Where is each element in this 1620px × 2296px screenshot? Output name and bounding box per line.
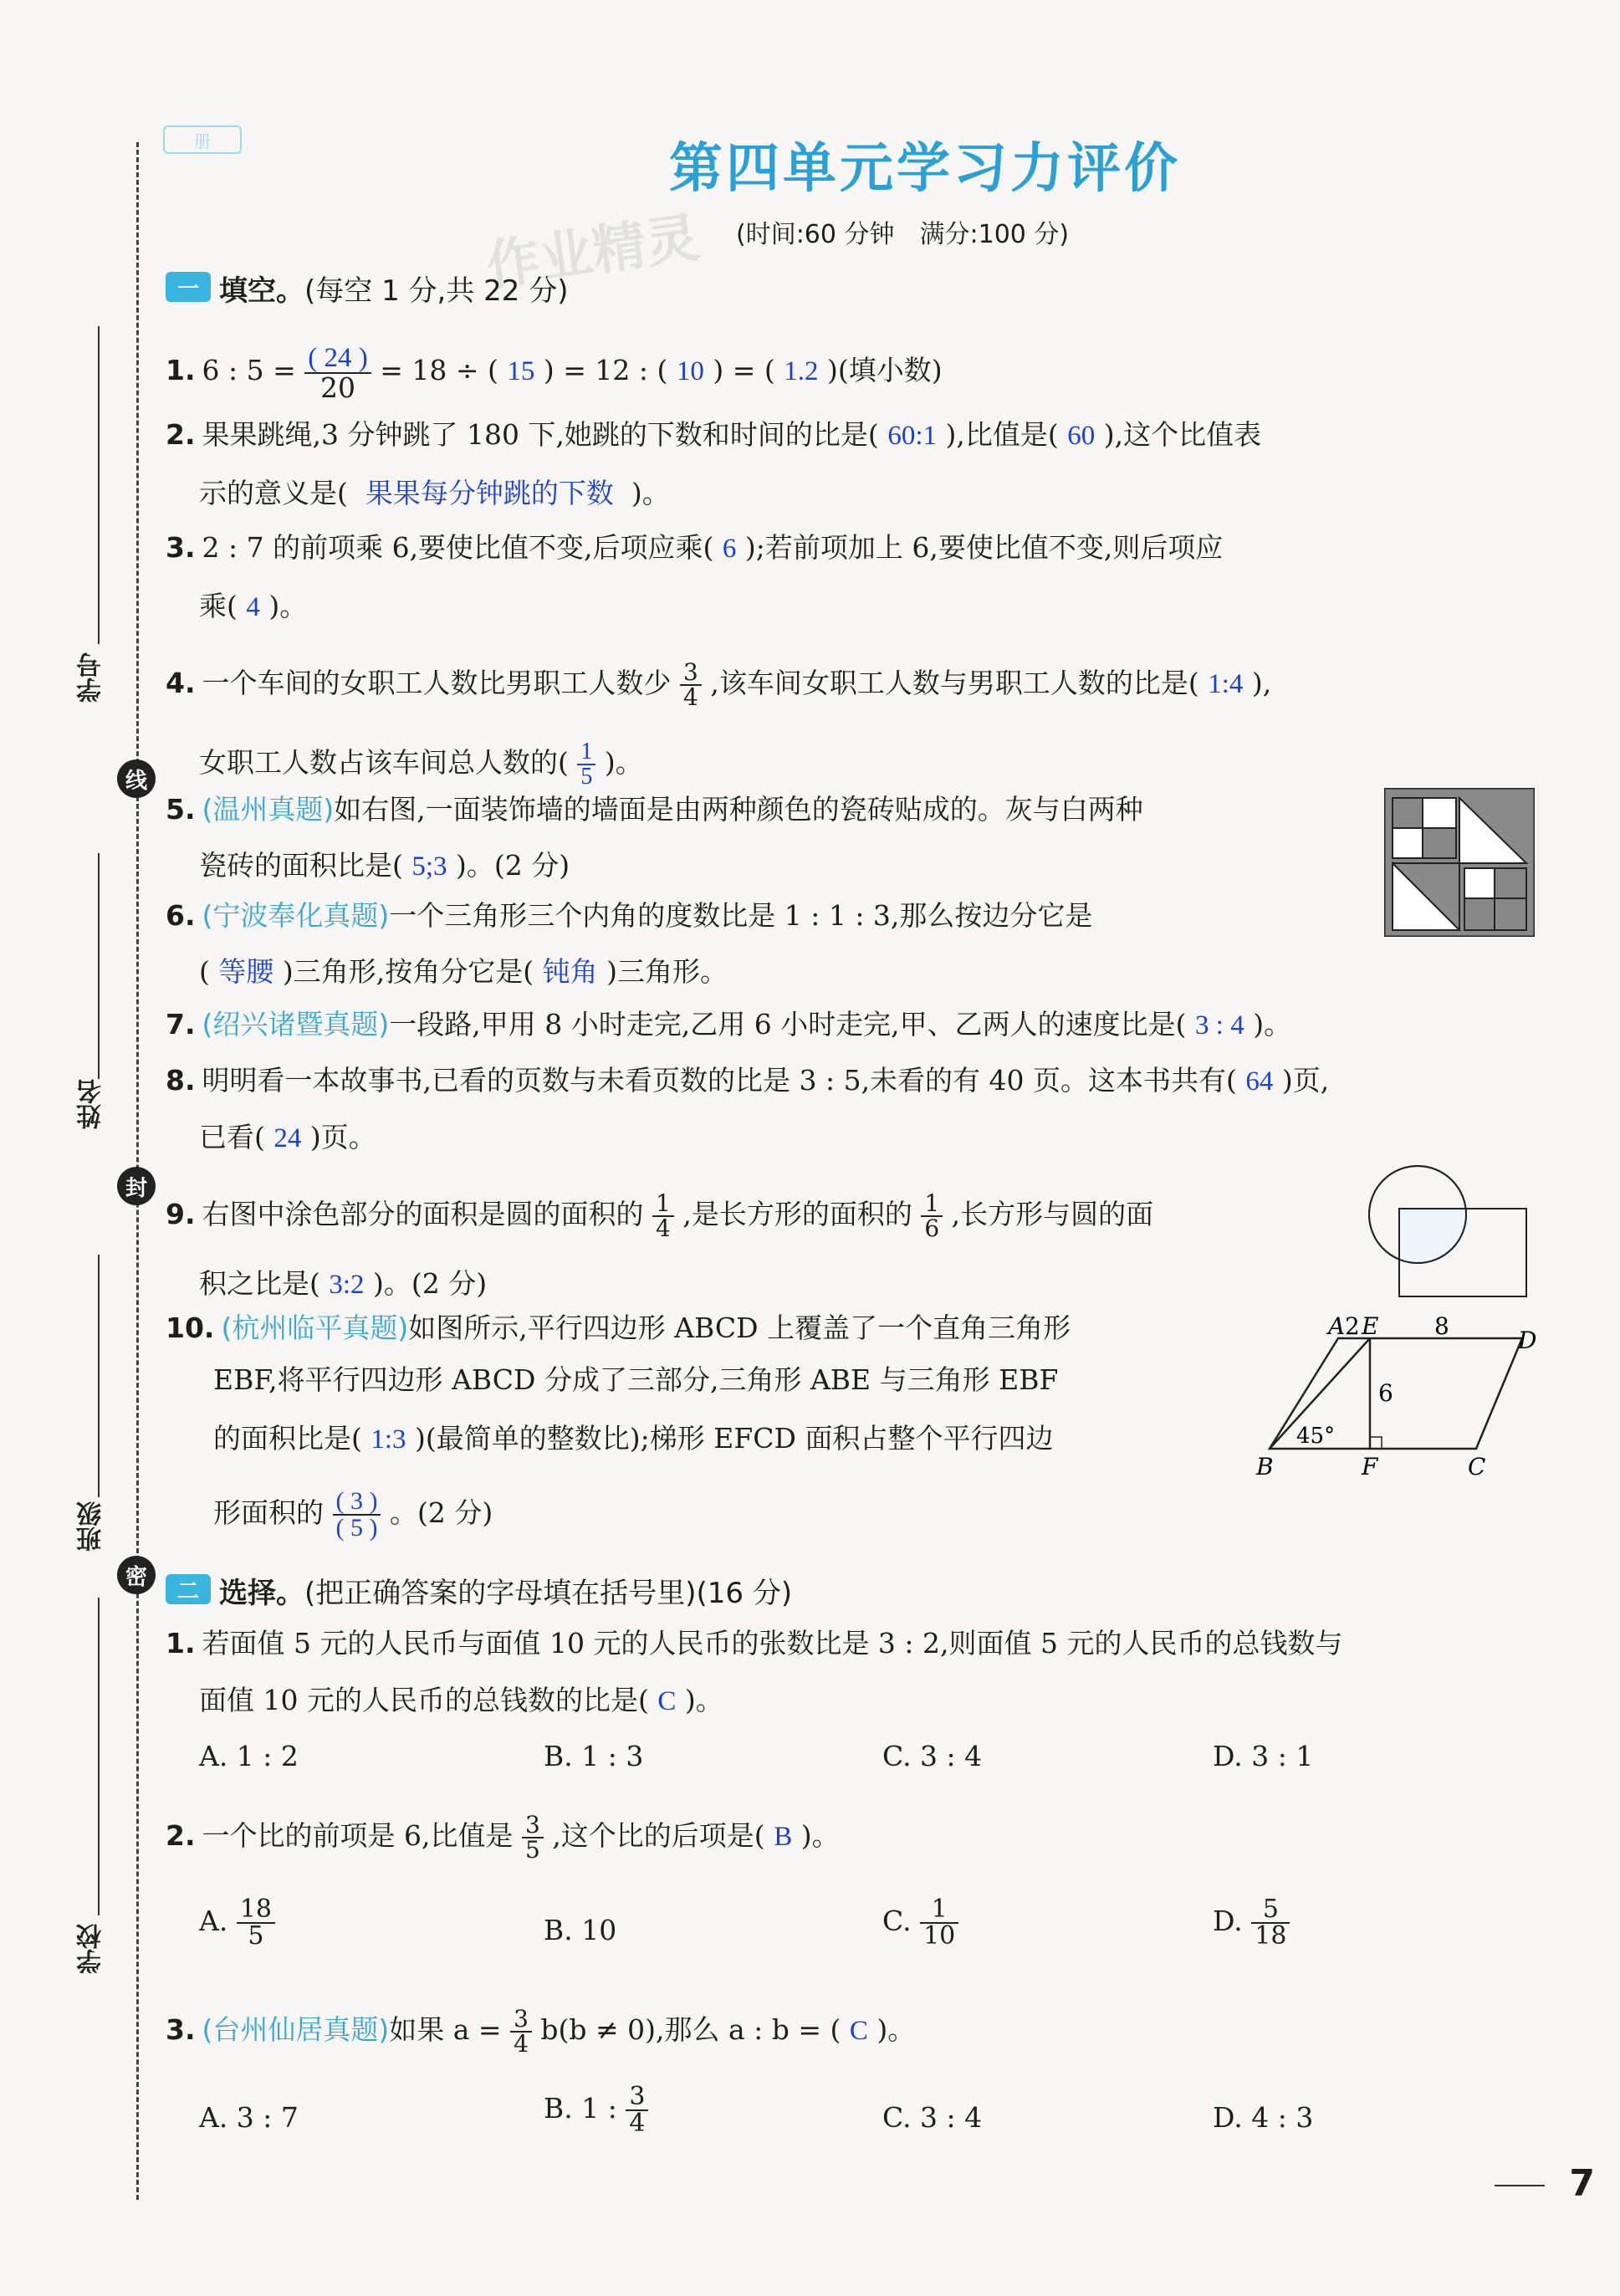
choice-question-2: 2. 一个比的前项是 6,比值是 $\frac{3}{5}$ ,这个比的后项是( B )。 xyxy=(166,1811,840,1864)
question-10-line-4: 形面积的 $\frac{( 3 )}{( 5 )}$ 。(2 分) xyxy=(213,1487,493,1542)
question-8: 8. 明明看一本故事书,已看的页数与未看页数的比是 3 : 5,未看的有 40 页。这本书共有( 64 )页, xyxy=(166,1064,1330,1097)
page-subtitle: (时间:60 分钟 满分:100 分) xyxy=(736,220,1070,249)
question-5: 5. (温州真题)如右图,一面装饰墙的墙面是由两种颜色的瓷砖贴成的。灰与白两种 xyxy=(166,793,1143,826)
side-label-school: 学校 xyxy=(77,1924,106,1974)
question-10-line-2: EBF,将平行四边形 ABCD 分成了三部分,三角形 ABE 与三角形 EBF xyxy=(213,1363,1059,1396)
choice-3-option-c: C. 3 : 4 xyxy=(882,2101,983,2134)
side-mark-secret: 密 xyxy=(117,1556,156,1594)
choice-2-option-a: A. $\frac{18}{5}$ xyxy=(199,1897,275,1949)
side-mark-line: 线 xyxy=(117,759,156,798)
choice-question-1: 1. 若面值 5 元的人民币与面值 10 元的人民币的张数比是 3 : 2,则面值 5 元的人民币的总钱数与 xyxy=(166,1627,1343,1659)
label-C: C xyxy=(1468,1453,1486,1480)
label-E: E xyxy=(1362,1312,1379,1340)
choice-2-option-b: B. 10 xyxy=(544,1914,617,1946)
page-number: 7 xyxy=(1569,2162,1595,2205)
section-2-heading: 选择。(把正确答案的字母填在括号里)(16 分) xyxy=(219,1577,793,1610)
tile-wall-figure xyxy=(1384,788,1535,937)
parallelogram-figure xyxy=(1255,1305,1556,1489)
question-1: 1. 6 : 5 = $\frac{( 24 )}{20}$ = 18 ÷ ( 15 ) = 12 : ( 10 ) = ( 1.2 )(填小数) xyxy=(166,343,943,404)
choice-3-option-b: B. 1 : $\frac{3}{4}$ xyxy=(544,2084,648,2136)
question-2-line-2: 示的意义是( 果果每分钟跳的下数 )。 xyxy=(199,477,670,509)
label-6: 6 xyxy=(1378,1379,1393,1407)
side-label-student-id: 学号 xyxy=(77,652,106,703)
question-10: 10. (杭州临平真题)如图所示,平行四边形 ABCD 上覆盖了一个直角三角形 xyxy=(166,1312,1071,1344)
section-2-icon: 二 xyxy=(166,1574,211,1604)
question-4-line-2: 女职工人数占该车间总人数的( $\frac{1}{5}$ )。 xyxy=(199,739,643,790)
choice-3-option-d: D. 4 : 3 xyxy=(1213,2101,1314,2134)
label-B: B xyxy=(1256,1453,1274,1480)
choice-2-option-d: D. $\frac{5}{18}$ xyxy=(1213,1897,1290,1949)
question-6: 6. (宁波奉化真题)一个三角形三个内角的度数比是 1 : 1 : 3,那么按边分它是 xyxy=(166,899,1093,932)
question-3-line-2: 乘( 4 )。 xyxy=(199,590,308,622)
question-5-line-2: 瓷砖的面积比是( 5;3 )。(2 分) xyxy=(199,849,570,882)
label-8: 8 xyxy=(1434,1312,1449,1340)
question-7: 7. (绍兴诸暨真题)一段路,甲用 8 小时走完,乙用 6 小时走完,甲、乙两人的速度比是( 3 : 4 )。 xyxy=(166,1008,1292,1041)
page-title: 第四单元学习力评价 xyxy=(669,138,1181,200)
choice-2-option-c: C. $\frac{1}{10}$ xyxy=(882,1897,958,1949)
question-8-line-2: 已看( 24 )页。 xyxy=(199,1121,376,1153)
choice-question-3: 3. (台州仙居真题)如果 a = $\frac{3}{4}$ b(b ≠ 0),那么 a : b = ( C )。 xyxy=(166,2005,916,2058)
question-6-line-2: ( 等腰 )三角形,按角分它是( 钝角 )三角形。 xyxy=(199,955,728,988)
choice-1-option-a: A. 1 : 2 xyxy=(199,1740,299,1772)
side-mark-seal: 封 xyxy=(117,1167,156,1205)
side-label-name: 姓名 xyxy=(77,1079,106,1129)
question-4: 4. 一个车间的女职工人数比男职工人数少 $\frac{3}{4}$ ,该车间女职工人数与男职工人数的比是( 1:4 ), xyxy=(166,658,1272,711)
side-label-class: 班级 xyxy=(77,1501,106,1552)
section-1-heading: 填空。(每空 1 分,共 22 分) xyxy=(219,274,569,308)
choice-question-1-line-2: 面值 10 元的人民币的总钱数的比是( C )。 xyxy=(199,1684,723,1716)
side-rule-3 xyxy=(98,1255,100,1497)
label-F: F xyxy=(1362,1453,1378,1480)
question-9: 9. 右图中涂色部分的面积是圆的面积的 $\frac{1}{4}$ ,是长方形的面积的 $\frac{1}{6}$ ,长方形与圆的面 xyxy=(166,1189,1154,1242)
label-D: D xyxy=(1518,1327,1537,1354)
question-9-line-2: 积之比是( 3:2 )。(2 分) xyxy=(199,1267,488,1300)
choice-1-option-c: C. 3 : 4 xyxy=(882,1740,983,1772)
side-rule-2 xyxy=(98,853,100,1079)
side-rule-1 xyxy=(98,326,100,644)
label-angle: 45° xyxy=(1296,1424,1336,1449)
choice-3-option-a: A. 3 : 7 xyxy=(199,2101,299,2134)
label-2: 2 xyxy=(1345,1312,1360,1340)
side-rule-4 xyxy=(98,1598,100,1915)
page-number-dash xyxy=(1495,2185,1545,2186)
label-A: A xyxy=(1328,1312,1346,1340)
choice-1-option-d: D. 3 : 1 xyxy=(1213,1740,1314,1772)
question-2: 2. 果果跳绳,3 分钟跳了 180 下,她跳的下数和时间的比是( 60:1 ),比值是( 60 ),这个比值表 xyxy=(166,418,1262,451)
book-logo: 册 xyxy=(163,125,242,154)
circle-rectangle-figure xyxy=(1351,1163,1535,1305)
section-1-icon: 一 xyxy=(166,272,211,302)
question-3: 3. 2 : 7 的前项乘 6,要使比值不变,后项应乘( 6 );若前项加上 6,要使比值不变,则后项应 xyxy=(166,531,1224,564)
choice-1-option-b: B. 1 : 3 xyxy=(544,1740,644,1772)
question-10-line-3: 的面积比是( 1:3 )(最简单的整数比);梯形 EFCD 面积占整个平行四边 xyxy=(213,1422,1054,1455)
watermark: 作业精灵 xyxy=(482,207,703,299)
